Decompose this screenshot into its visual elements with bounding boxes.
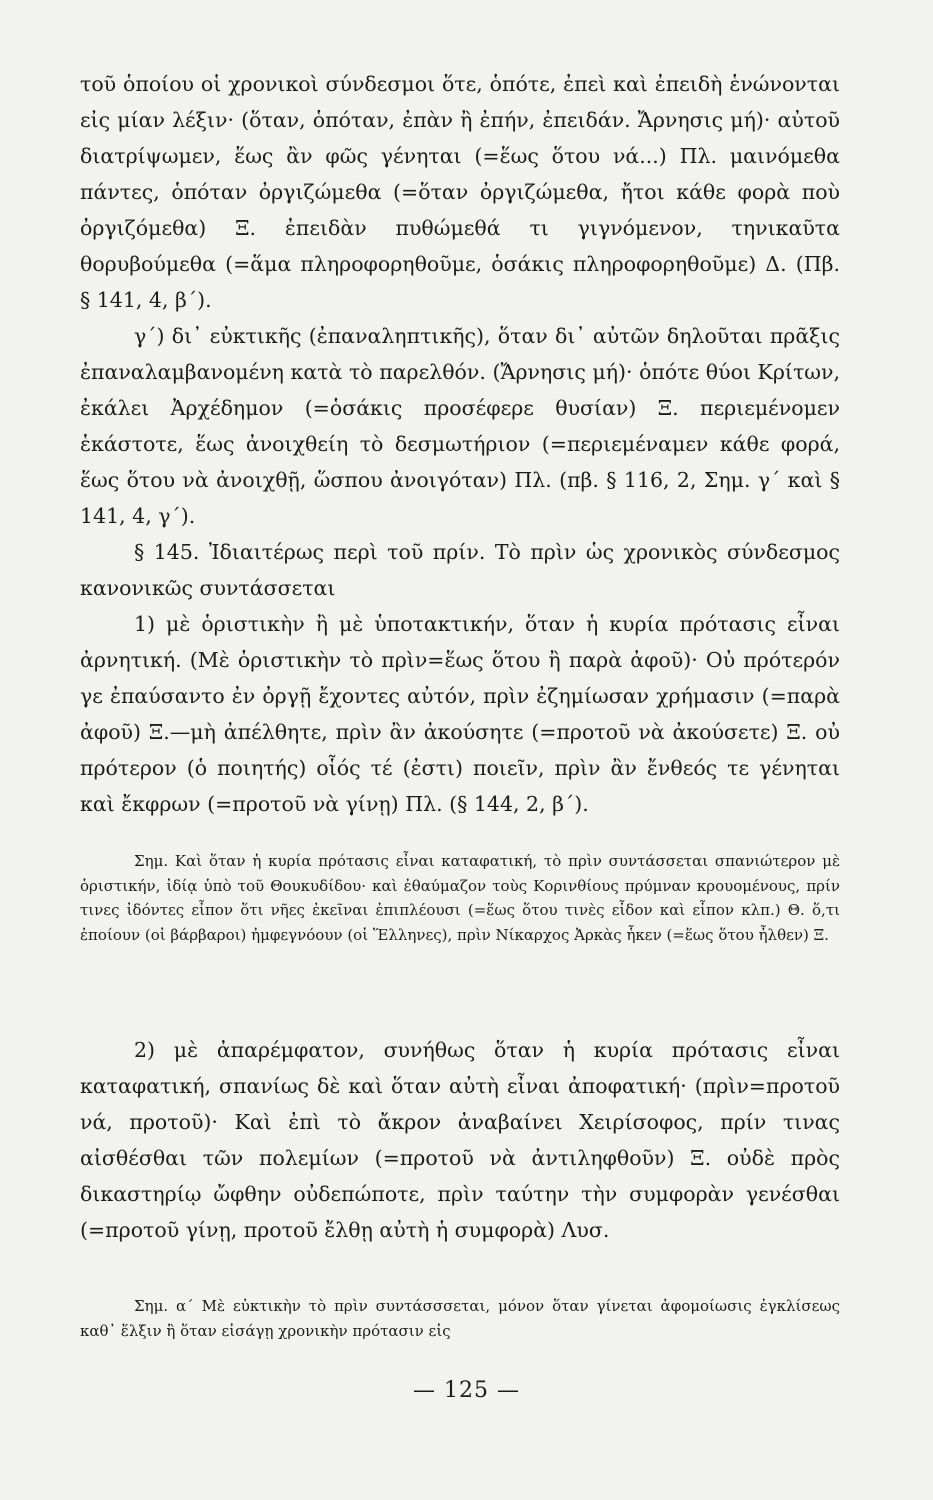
footnote-2 xyxy=(80,1294,840,1343)
footnote-1-text: Σημ. Καὶ ὅταν ἡ κυρία πρότασις εἶναι καταφατική, τὸ πρὶν συντάσσεται σπανιώτερον μὲ ὁριστικήν, ἰδίᾳ ὑπὸ τοῦ Θουκυδίδου· καὶ ἐθαύμαζον τοὺς Κορινθίους πρύμναν κρουομένους, πρίν τινες ἰδόντες εἶπον ὅτι νῆες ἐκεῖναι ἐπιπλέουσι (=ἕως ὅτου τινὲς εἶδον καὶ εἶπον κλπ.) Θ. ὅ,τι ἐποίουν (οἱ βάρβαροι) ἠμφεγνόουν (οἱ Ἕλληνες), πρὶν Νίκαρχος Ἀρκὰς ἧκεν (=ἕως ὅτου ἦλθεν) Ξ. xyxy=(80,852,840,944)
paragraph-infinitive: 2) μὲ ἀπαρέμφατον, συνήθως ὅταν ἡ κυρία πρότασις εἶναι καταφατική, σπανίως δὲ καὶ ὅταν αὐτὴ εἶναι ἀποφατική· (πρὶν=προτοῦ νά, προτοῦ)· Καὶ ἐπὶ τὸ ἄκρον ἀναβαίνει Χειρίσοφος, πρίν τινας αἰσθέσθαι τῶν πολεμίων (=προτοῦ νὰ ἀντιληφθοῦν) Ξ. οὐδὲ πρὸς δικαστηρίῳ ὤφθην οὐδεπώποτε, πρὶν ταύτην τὴν συμφορὰν γενέσθαι (=προτοῦ γίνῃ, προτοῦ ἔλθῃ αὐτὴ ἡ συμφορὰ) Λυσ. xyxy=(80,1038,840,1242)
footnote-1 xyxy=(80,849,840,947)
page-number: — 125 — xyxy=(413,1378,520,1403)
paragraph-temporal-conjunctions: τοῦ ὁποίου οἱ χρονικοὶ σύνδεσμοι ὅτε, ὁπότε, ἐπεὶ καὶ ἐπειδὴ ἑνώνονται εἰς μίαν λέξιν· (ὅταν, ὁπόταν, ἐπὰν ἢ ἐπήν, ἐπειδάν. Ἄρνησις μή)· αὐτοῦ διατρίψωμεν, ἕως ἂν φῶς γένηται (=ἕως ὅτου νά...) Πλ. μαινόμεθα πάντες, ὁπόταν ὀργιζώμεθα (=ὅταν ὀργιζώμεθα, ἤτοι κάθε φορὰ ποὺ ὀργιζόμεθα) Ξ. ἐπειδὰν πυθώμεθά τι γιγνόμενον, τηνικαῦτα θορυβούμεθα (=ἅμα πληροφορηθοῦμε, ὁσάκις πληροφορηθοῦμε) Δ. (Πβ. § 141, 4, β΄). xyxy=(80,72,840,312)
section-145-heading: § 145. Ἰδιαιτέρως περὶ τοῦ πρίν. Τὸ πρὶν ὡς χρονικὸς σύνδεσμος κανονικῶς συντάσσεται xyxy=(80,540,840,600)
main-text-upper xyxy=(80,66,840,822)
paragraph-indicative-subjunctive: 1) μὲ ὁριστικὴν ἢ μὲ ὑποτακτικήν, ὅταν ἡ κυρία πρότασις εἶναι ἀρνητική. (Μὲ ὁριστικὴν τὸ πρὶν=ἕως ὅτου ἢ παρὰ ἀφοῦ)· Οὐ πρότερόν γε ἐπαύσαντο ἐν ὀργῇ ἔχοντες αὐτόν, πρὶν ἐζημίωσαν χρήμασιν (=παρὰ ἀφοῦ) Ξ.—μὴ ἀπέλθητε, πρὶν ἂν ἀκούσητε (=προτοῦ νὰ ἀκούσετε) Ξ. οὐ πρότερον (ὁ ποιητής) οἷός τέ (ἐστι) ποιεῖν, πρὶν ἂν ἔνθεός τε γένηται καὶ ἔκφρων (=προτοῦ νὰ γίνῃ) Πλ. (§ 144, 2, β΄). xyxy=(80,612,840,816)
paragraph-optative-repetitive: γ΄) δι᾽ εὐκτικῆς (ἐπαναληπτικῆς), ὅταν δι᾽ αὐτῶν δηλοῦται πρᾶξις ἐπαναλαμβανομένη κατὰ τὸ παρελθόν. (Ἄρνησις μή)· ὁπότε θύοι Κρίτων, ἐκάλει Ἀρχέδημον (=ὁσάκις προσέφερε θυσίαν) Ξ. περιεμένομεν ἑκάστοτε, ἕως ἀνοιχθείη τὸ δεσμωτήριον (=περιεμέναμεν κάθε φορά, ἕως ὅτου νὰ ἀνοιχθῇ, ὥσπου ἀνοιγόταν) Πλ. (πβ. § 116, 2, Σημ. γ΄ καὶ § 141, 4, γ΄). xyxy=(80,324,840,528)
footnote-2-text: Σημ. α΄ Μὲ εὐκτικὴν τὸ πρὶν συντάσσσεται, μόνον ὅταν γίνεται ἀφομοίωσις ἐγκλίσεως καθ᾽ ἕλξιν ἢ ὅταν εἰσάγῃ χρονικὴν πρότασιν εἰς xyxy=(80,1297,840,1340)
main-text-lower xyxy=(80,1032,840,1248)
